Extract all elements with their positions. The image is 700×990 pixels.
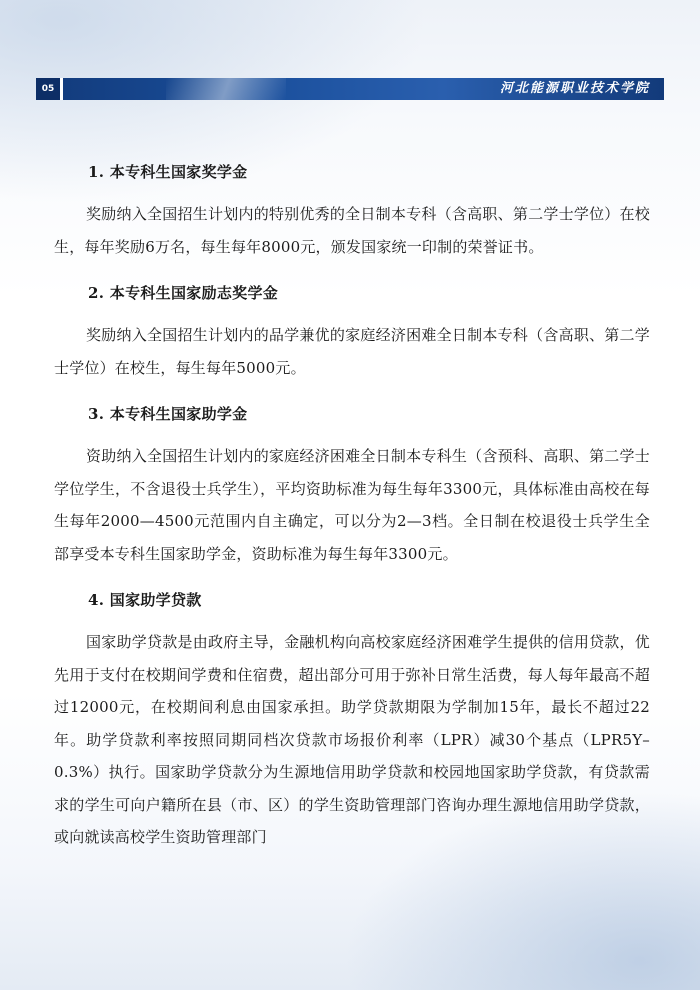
section-heading-student-loan: 4. 国家助学贷款 [88, 591, 202, 609]
institution-name: 河北能源职业技术学院 [499, 81, 650, 96]
section-body-encouragement-scholarship: 奖励纳入全国招生计划内的品学兼优的家庭经济困难全日制本专科（含高职、第二学士学位）在校生，每生每年5000元。 [54, 326, 650, 377]
header-band [36, 78, 664, 100]
header-divider [60, 78, 63, 100]
section-heading-national-grant: 3. 本专科生国家助学金 [88, 405, 248, 423]
page-number: 05 [36, 78, 60, 100]
section-heading-encouragement-scholarship: 2. 本专科生国家励志奖学金 [88, 284, 279, 302]
section-body-student-loan: 国家助学贷款是由政府主导，金融机构向高校家庭经济困难学生提供的信用贷款，优先用于支付在校期间学费和住宿费，超出部分可用于弥补日常生活费，每人每年最高不超过12000元，在校期间利息由国家承担。助学贷款期限为学制加15年，最长不超过22年。助学贷款利率按照同期同档次贷款市场报价利率（LPR）减30个基点（LPR5Y–0.3%）执行。国家助学贷款分为生源地信用助学贷款和校园地国家助学贷款，有贷款需求的学生可向户籍所在县（市、区）的学生资助管理部门咨询办理生源地信用助学贷款，或向就读高校学生资助管理部门 [54, 633, 650, 846]
section-body-national-scholarship: 奖励纳入全国招生计划内的特别优秀的全日制本专科（含高职、第二学士学位）在校生，每年奖励6万名，每生每年8000元，颁发国家统一印制的荣誉证书。 [54, 205, 650, 256]
section-body-national-grant: 资助纳入全国招生计划内的家庭经济困难全日制本专科生（含预科、高职、第二学士学位学生，不含退役士兵学生），平均资助标准为每生每年3300元，具体标准由高校在每生每年2000—4500元范围内自主确定，可以分为2—3档。全日制在校退役士兵学生全部享受本专科生国家助学金，资助标准为每生每年3300元。 [54, 447, 650, 563]
page-content [54, 156, 650, 854]
header-sheen [166, 78, 286, 100]
section-heading-national-scholarship: 1. 本专科生国家奖学金 [88, 163, 248, 181]
